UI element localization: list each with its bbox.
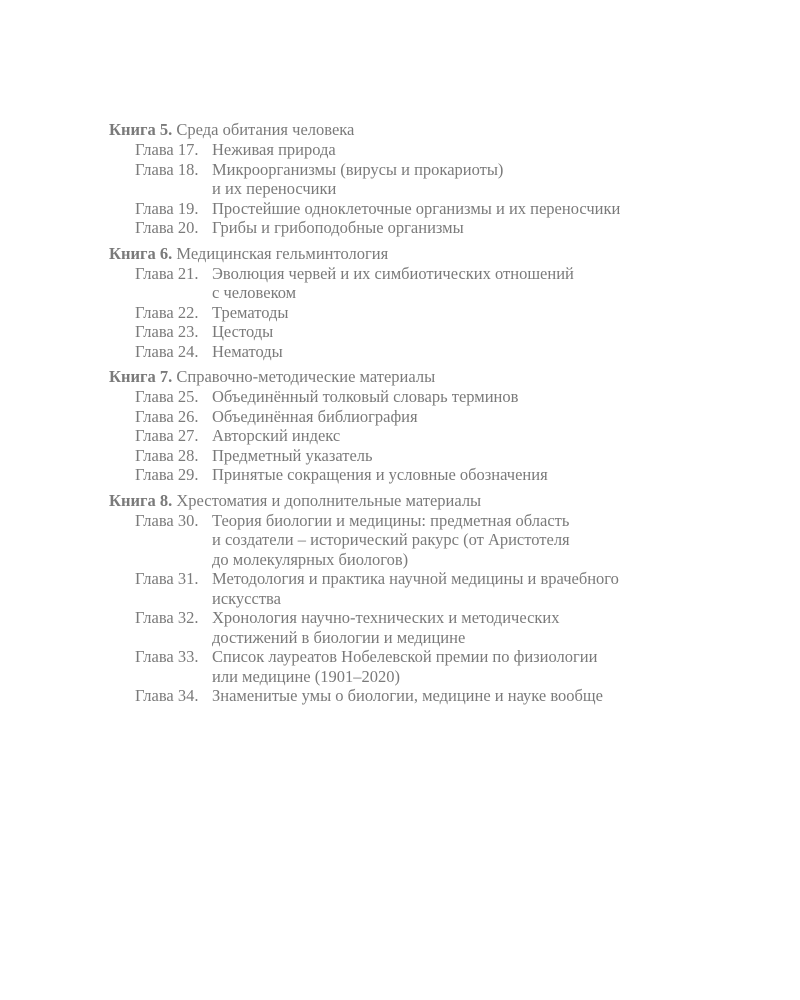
- chapter-label: Глава 19.: [135, 198, 199, 218]
- chapter-entry: [109, 322, 749, 342]
- chapter-entry: [109, 426, 749, 446]
- book-section: [109, 491, 749, 706]
- chapter-entry: [109, 608, 749, 647]
- chapter-label: Глава 32.: [135, 608, 199, 627]
- chapter-title: [212, 160, 503, 199]
- chapter-label: Глава 33.: [135, 647, 199, 666]
- chapter-title-line: Микроорганизмы (вирусы и прокариоты): [212, 159, 504, 179]
- chapter-title-line: искусства: [212, 588, 281, 608]
- chapter-title-line: Грибы и грибоподобные организмы: [212, 218, 464, 237]
- chapter-title-line: до молекулярных биологов): [212, 549, 409, 569]
- chapter-label: Глава 25.: [135, 387, 199, 406]
- chapter-title-line: Трематоды: [212, 302, 289, 322]
- book-label: Книга 5.: [109, 120, 173, 139]
- book-heading: [109, 120, 749, 140]
- book-label: Книга 8.: [109, 490, 173, 510]
- chapter-label: Глава 22.: [135, 302, 199, 322]
- chapter-title: [212, 322, 273, 342]
- chapter-title: [212, 218, 464, 238]
- chapter-title-line: Нематоды: [212, 341, 283, 361]
- chapter-entry: [109, 264, 749, 303]
- chapter-entry: [109, 160, 749, 199]
- chapter-title-line: Эволюция червей и их симбиотических отношений: [212, 263, 574, 283]
- chapter-entry: [109, 446, 749, 466]
- book-title: Хрестоматия и дополнительные материалы: [176, 490, 482, 510]
- chapter-title: [212, 569, 619, 608]
- book-title: Медицинская гельминтология: [176, 243, 389, 263]
- chapter-label: Глава 17.: [135, 140, 199, 159]
- chapter-title: [212, 446, 373, 466]
- chapter-entry: [109, 407, 749, 427]
- book-heading: [109, 367, 749, 387]
- chapter-entry: [109, 465, 749, 485]
- chapter-entry: [109, 303, 749, 323]
- chapter-title-line: Объединённый толковый словарь терминов: [212, 387, 519, 406]
- chapter-label: Глава 26.: [135, 406, 199, 426]
- chapter-label: Глава 34.: [135, 686, 199, 705]
- chapter-title: [212, 264, 574, 303]
- chapter-title-line: Знаменитые умы о биологии, медицине и науке вообще: [212, 686, 603, 705]
- book-label: Книга 7.: [109, 367, 173, 386]
- chapter-title: [212, 426, 340, 446]
- chapter-label: Глава 20.: [135, 218, 199, 237]
- chapter-title: [212, 140, 336, 160]
- chapter-title: [212, 342, 283, 362]
- chapter-label: Глава 27.: [135, 426, 199, 445]
- chapter-title: [212, 465, 548, 485]
- chapter-title-line: достижений в биологии и медицине: [212, 627, 466, 647]
- chapter-title-line: или медицине (1901–2020): [212, 666, 400, 686]
- chapter-label: Глава 23.: [135, 322, 199, 341]
- chapter-label: Глава 24.: [135, 341, 199, 361]
- chapter-title-line: Предметный указатель: [212, 445, 373, 465]
- chapter-title: [212, 686, 603, 706]
- book-heading: [109, 244, 749, 264]
- chapter-label: Глава 21.: [135, 263, 199, 283]
- book-section: [109, 367, 749, 485]
- chapter-entry: [109, 140, 749, 160]
- chapter-title: [212, 647, 597, 686]
- chapter-entry: [109, 647, 749, 686]
- chapter-label: Глава 31.: [135, 569, 199, 588]
- chapter-entry: [109, 511, 749, 570]
- chapter-entry: [109, 686, 749, 706]
- chapter-title-line: и создатели – исторический ракурс (от Аристотеля: [212, 530, 570, 549]
- chapter-entry: [109, 199, 749, 219]
- chapter-title-line: с человеком: [212, 283, 297, 302]
- chapter-title-line: Список лауреатов Нобелевской премии по физиологии: [212, 647, 598, 666]
- chapter-label: Глава 18.: [135, 159, 199, 179]
- chapter-title: [212, 303, 289, 323]
- book-title: Среда обитания человека: [176, 120, 355, 139]
- chapter-title: [212, 199, 620, 219]
- chapter-title-line: Цестоды: [212, 322, 274, 341]
- chapter-title-line: Методология и практика научной медицины и врачебного: [212, 569, 619, 588]
- book-label: Книга 6.: [109, 243, 173, 263]
- chapter-label: Глава 29.: [135, 465, 199, 484]
- chapter-title-line: Объединённая библиография: [212, 406, 418, 426]
- book-section: [109, 120, 749, 238]
- chapter-entry: [109, 218, 749, 238]
- book-section: [109, 244, 749, 362]
- chapter-title: [212, 511, 570, 570]
- chapter-title-line: Хронология научно-технических и методических: [212, 608, 560, 627]
- book-heading: [109, 491, 749, 511]
- chapter-title-line: Неживая природа: [212, 140, 336, 159]
- book-title: Справочно-методические материалы: [176, 367, 436, 386]
- chapter-title-line: Принятые сокращения и условные обозначения: [212, 465, 548, 484]
- chapter-title: [212, 387, 518, 407]
- chapter-entry: [109, 387, 749, 407]
- chapter-label: Глава 30.: [135, 510, 199, 530]
- chapter-title-line: и их переносчики: [212, 179, 337, 198]
- chapter-title: [212, 407, 418, 427]
- chapter-label: Глава 28.: [135, 445, 199, 465]
- chapter-title-line: Теория биологии и медицины: предметная область: [212, 510, 570, 530]
- table-of-contents: [109, 120, 749, 712]
- chapter-entry: [109, 342, 749, 362]
- chapter-title-line: Простейшие одноклеточные организмы и их переносчики: [212, 198, 621, 218]
- chapter-entry: [109, 569, 749, 608]
- chapter-title-line: Авторский индекс: [212, 426, 341, 445]
- chapter-title: [212, 608, 559, 647]
